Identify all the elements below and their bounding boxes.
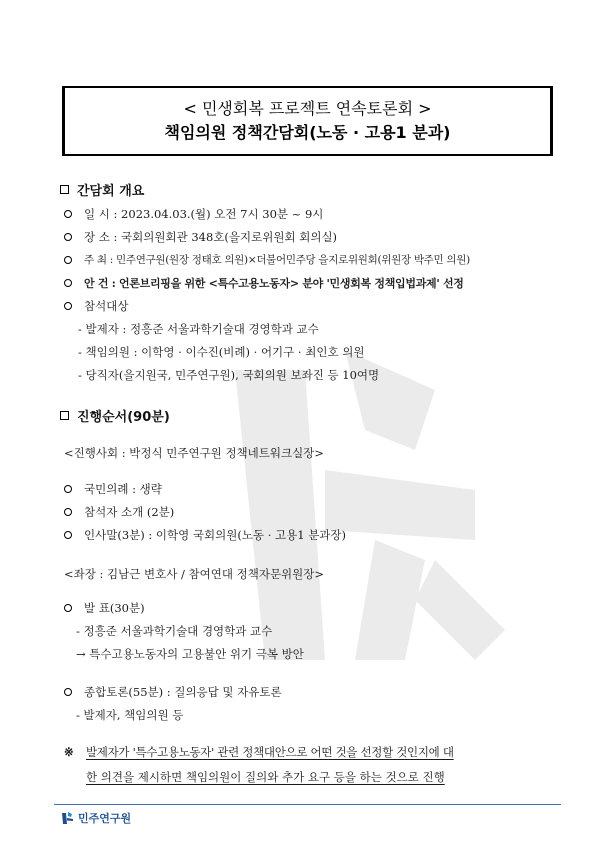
note-mark: ※ [64, 745, 74, 759]
circle-bullet-icon [64, 508, 72, 516]
section-heading-text: 간담회 개요 [77, 184, 145, 199]
circle-bullet-icon [64, 485, 72, 493]
footer-rule [54, 804, 561, 805]
program-moderator [64, 445, 324, 461]
note-block [64, 740, 554, 790]
footer-logo [60, 810, 131, 826]
program-item-1 [64, 481, 162, 497]
section-heading-overview [60, 180, 144, 199]
program-item-2 [64, 504, 174, 520]
overview-place [64, 229, 337, 245]
attendee-parties [78, 367, 379, 383]
title-line-1: < 민생회복 프로젝트 연속토론회 > [183, 99, 432, 118]
program-item-2-text: 참석자 소개 (2분) [84, 505, 175, 519]
overview-agenda [64, 275, 464, 291]
overview-attendees [64, 298, 128, 314]
program-item-1-text: 국민의례 : 생략 [84, 482, 162, 496]
attendee-presenter-text: - 발제자 : 정흥준 서울과학기술대 경영학과 교수 [78, 322, 319, 336]
program-item-5 [64, 684, 282, 700]
attendee-presenter [78, 321, 319, 337]
section-heading-text: 진행순서(90분) [77, 410, 170, 425]
overview-host [64, 252, 470, 267]
circle-bullet-icon [64, 604, 72, 612]
program-item-5-sub [76, 707, 183, 723]
program-item-4-topic-text: → 특수고용노동자의 고용불안 위기 극복 방안 [76, 647, 304, 661]
circle-bullet-icon [64, 233, 72, 241]
overview-date-text: 일 시 : 2023.04.03.(월) 오전 7시 30분 ~ 9시 [84, 207, 324, 221]
overview-agenda-text: 안 건 : 언론브리핑을 위한 <특수고용노동자> 분야 '민생회복 정책입법과제' 선정 [84, 277, 464, 290]
program-item-5-sub-text: - 발제자, 책임의원 등 [76, 708, 184, 722]
attendee-members-text: - 책임의원 : 이학영 · 이수진(비례) · 어기구 · 최인호 의원 [78, 345, 365, 359]
overview-date [64, 206, 323, 222]
program-item-4-topic [76, 646, 304, 662]
note-line-1: 발제자가 '특수고용노동자' 관련 정책대안으로 어떤 것을 선정할 것인지에 대 [86, 745, 454, 759]
section-heading-program [60, 406, 170, 425]
circle-bullet-icon [64, 256, 72, 264]
program-chair [64, 566, 324, 582]
program-item-3 [64, 527, 346, 543]
org-logo-icon [60, 811, 74, 825]
program-item-4-presenter-text: - 정흥준 서울과학기술대 경영학과 교수 [76, 624, 273, 638]
square-bullet-icon [60, 411, 69, 420]
circle-bullet-icon [64, 688, 72, 696]
circle-bullet-icon [64, 279, 72, 287]
program-item-4 [64, 600, 145, 616]
program-chair-text: <좌장 : 김남근 변호사 / 참여연대 정책자문위원장> [64, 567, 325, 581]
title-box [62, 86, 553, 156]
overview-attendees-text: 참석대상 [84, 299, 129, 313]
attendee-parties-text: - 당직자(을지원국, 민주연구원), 국회의원 보좌진 등 10여명 [78, 368, 380, 382]
program-item-3-text: 인사말(3분) : 이학영 국회의원(노동 · 고용1 분과장) [84, 528, 347, 542]
overview-place-text: 장 소 : 국회의원회관 348호(을지로위원회 회의실) [84, 230, 338, 244]
circle-bullet-icon [64, 531, 72, 539]
program-moderator-text: <진행사회 : 박정식 민주연구원 정책네트워크실장> [64, 446, 324, 460]
circle-bullet-icon [64, 210, 72, 218]
program-item-5-text: 종합토론(55분) : 질의응답 및 자유토론 [84, 685, 282, 699]
attendee-members [78, 344, 364, 360]
footer-org-name: 민주연구원 [78, 812, 132, 825]
title-line-2: 책임의원 정책간담회(노동 · 고용1 분과) [164, 123, 451, 142]
note-line-2: 한 의견을 제시하면 책임의원이 질의와 추가 요구 등을 하는 것으로 진행 [86, 770, 445, 784]
overview-host-text: 주 최 : 민주연구원(원장 정태호 의원)×더불어민주당 을지로위원회(위원장 박주민 의원) [84, 254, 470, 266]
square-bullet-icon [60, 185, 69, 194]
program-item-4-presenter [76, 623, 272, 639]
program-item-4-text: 발 표(30분) [84, 601, 145, 615]
circle-bullet-icon [64, 302, 72, 310]
